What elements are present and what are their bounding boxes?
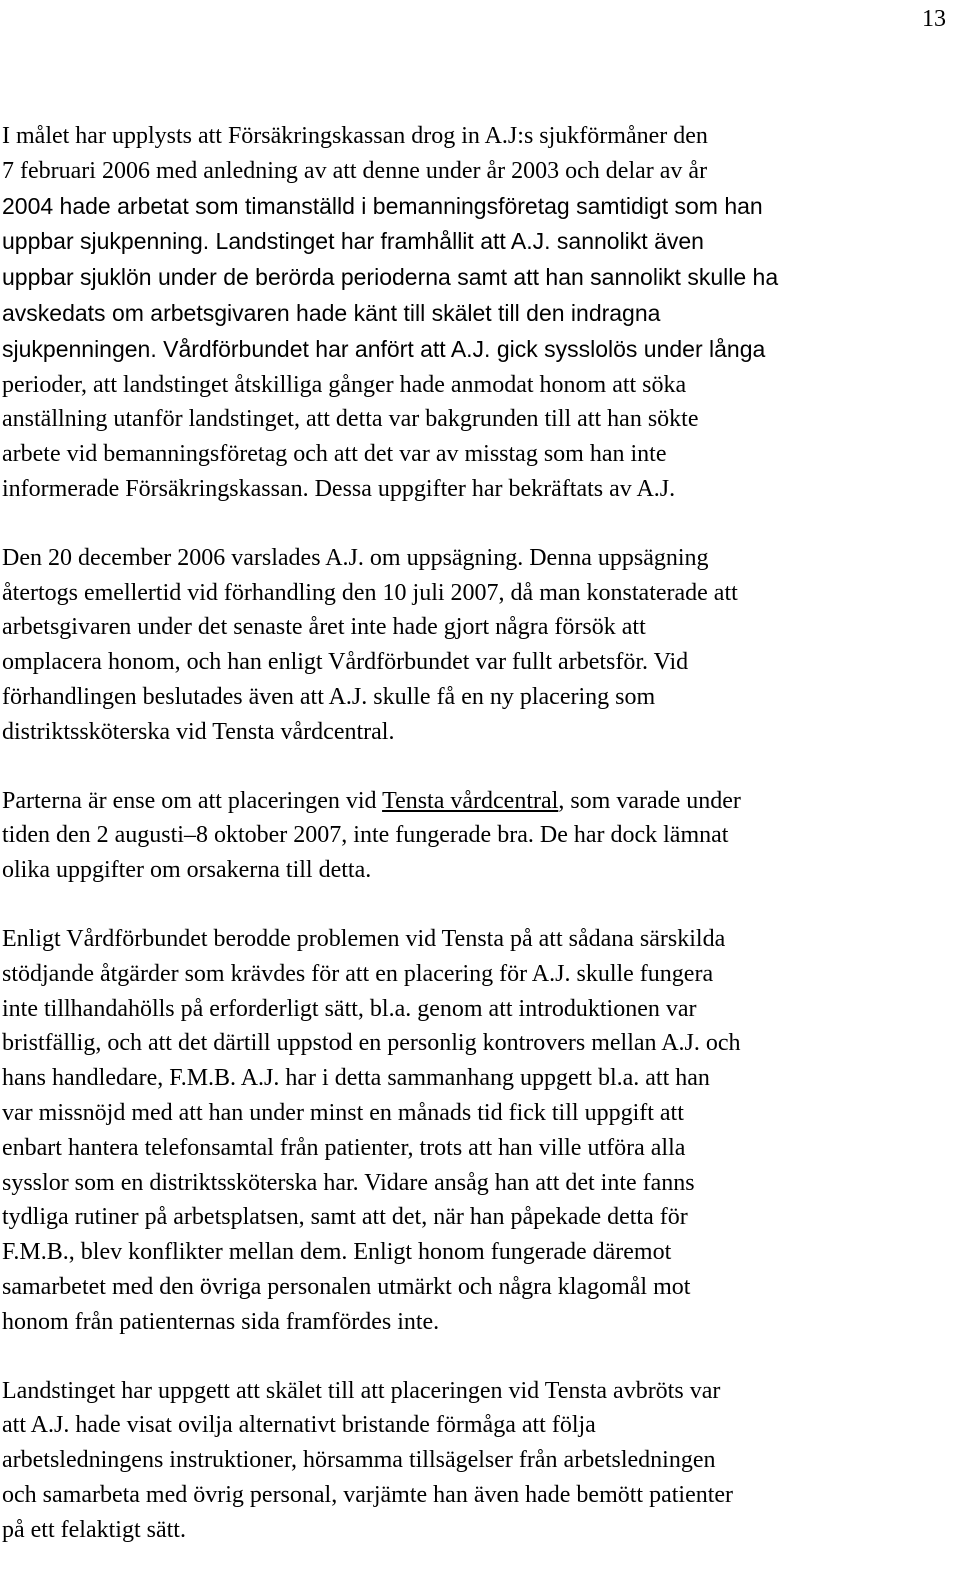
text-segment: omplacera honom, och han enligt Vårdförbundet var fullt arbetsför. Vid <box>2 649 689 676</box>
text-segment: honom från patienternas sida framfördes inte. <box>2 1308 440 1335</box>
text-line <box>2 1378 720 1404</box>
text-segment: uppbar sjuklön under de berörda perioderna samt att han sannolikt skulle ha <box>2 264 779 291</box>
text-line <box>2 406 698 432</box>
text-line <box>2 996 697 1022</box>
text-segment: perioder, att landstinget åtskilliga gånger hade anmodat honom att söka <box>2 371 687 398</box>
page-number: 13 <box>922 6 946 32</box>
text-line <box>2 158 707 184</box>
text-segment: distriktssköterska vid Tensta vårdcentral. <box>2 718 395 745</box>
text-line <box>2 337 765 363</box>
text-segment: avskedats om arbetsgivaren hade känt till skälet till den indragna <box>2 299 661 326</box>
text-line <box>2 301 660 327</box>
text-line <box>2 476 675 502</box>
paragraph <box>2 784 952 888</box>
text-line <box>2 1412 596 1438</box>
text-line <box>2 580 738 606</box>
text-line <box>2 1030 741 1056</box>
paragraph <box>2 541 952 750</box>
text-segment: arbete vid bemanningsföretag och att det var av misstag som han inte <box>2 441 667 468</box>
text-line <box>2 857 371 883</box>
text-line <box>2 684 655 710</box>
text-line <box>2 1447 716 1473</box>
paragraph <box>2 119 952 507</box>
text-line <box>2 614 646 640</box>
text-line <box>2 1482 733 1508</box>
underlined-text: Tensta vårdcentral <box>382 787 559 814</box>
text-line <box>2 1100 684 1126</box>
text-line <box>2 123 708 149</box>
text-segment: F.M.B., blev konflikter mellan dem. Enligt honom fungerade däremot <box>2 1239 672 1266</box>
text-line <box>2 1065 710 1091</box>
document-body <box>2 119 952 1547</box>
text-line <box>2 1170 695 1196</box>
text-line <box>2 372 686 398</box>
text-line <box>2 822 728 848</box>
paragraph <box>2 922 952 1340</box>
text-segment: arbetsgivaren under det senaste året inte hade gjort några försök att <box>2 614 646 641</box>
text-segment: sjukpenningen. Vårdförbundet har anfört att A.J. gick sysslolös under långa <box>2 335 766 362</box>
text-segment: anställning utanför landstinget, att detta var bakgrunden till att han sökte <box>2 406 699 433</box>
text-segment: informerade Försäkringskassan. Dessa uppgifter har bekräftats av A.J. <box>2 475 676 502</box>
text-segment: förhandlingen beslutades även att A.J. skulle få en ny placering som <box>2 683 656 710</box>
text-line <box>2 1204 688 1230</box>
text-segment: samarbetet med den övriga personalen utmärkt och några klagomål mot <box>2 1273 691 1300</box>
text-segment: enbart hantera telefonsamtal från patienter, trots att han ville utföra alla <box>2 1134 686 1161</box>
paragraph <box>2 1374 952 1548</box>
text-line <box>2 441 666 467</box>
text-segment: återtogs emellertid vid förhandling den 10 juli 2007, då man konstaterade att <box>2 579 738 606</box>
text-line <box>2 1274 690 1300</box>
text-segment: Enligt Vårdförbundet berodde problemen vid Tensta på att sådana särskilda <box>2 925 726 952</box>
text-segment: bristfällig, och att det därtill uppstod en personlig kontrovers mellan A.J. och <box>2 1030 741 1057</box>
text-segment: stödjande åtgärder som krävdes för att en placering för A.J. skulle fungera <box>2 960 714 987</box>
text-segment: och samarbeta med övrig personal, varjämte han även hade bemött patienter <box>2 1481 734 1508</box>
text-segment: Den 20 december 2006 varslades A.J. om uppsägning. Denna uppsägning <box>2 544 709 571</box>
text-segment: Parterna är ense om att placeringen vid <box>2 787 383 814</box>
text-segment: uppbar sjukpenning. Landstinget har framhållit att A.J. sannolikt även <box>2 228 704 255</box>
text-line <box>2 229 704 255</box>
text-segment: att A.J. hade visat ovilja alternativt bristande förmåga att följa <box>2 1412 596 1439</box>
text-line <box>2 788 741 814</box>
text-line <box>2 649 688 675</box>
text-line <box>2 926 725 952</box>
text-segment: tiden den 2 augusti–8 oktober 2007, inte fungerade bra. De har dock lämnat <box>2 822 729 849</box>
text-line <box>2 1309 439 1335</box>
text-segment: olika uppgifter om orsakerna till detta. <box>2 857 372 884</box>
text-line <box>2 1239 671 1265</box>
text-segment: på ett felaktigt sätt. <box>2 1516 186 1543</box>
text-segment: 7 februari 2006 med anledning av att denne under år 2003 och delar av år <box>2 157 708 184</box>
text-line <box>2 194 763 220</box>
text-segment: I målet har upplysts att Försäkringskassan drog in A.J:s sjukförmåner den <box>2 123 708 149</box>
text-segment: arbetsledningens instruktioner, hörsamma tillsägelser från arbetsledningen <box>2 1447 716 1474</box>
text-line <box>2 265 778 291</box>
text-segment: tydliga rutiner på arbetsplatsen, samt att det, när han påpekade detta för <box>2 1204 688 1231</box>
text-segment: var missnöjd med att han under minst en månads tid fick till uppgift att <box>2 1099 684 1126</box>
text-line <box>2 545 709 571</box>
text-segment: 2004 hade arbetat som timanställd i bemanningsföretag samtidigt som han <box>2 192 763 219</box>
text-segment: inte tillhandahölls på erforderligt sätt, bl.a. genom att introduktionen var <box>2 995 697 1022</box>
text-line <box>2 719 394 745</box>
text-segment: Landstinget har uppgett att skälet till att placeringen vid Tensta avbröts var <box>2 1377 721 1404</box>
text-segment: , som varade under <box>558 787 741 814</box>
text-line <box>2 1517 186 1543</box>
text-line <box>2 1135 685 1161</box>
text-line <box>2 961 713 987</box>
text-segment: sysslor som en distriktssköterska har. Vidare ansåg han att det inte fanns <box>2 1169 695 1196</box>
text-segment: hans handledare, F.M.B. A.J. har i detta sammanhang uppgett bl.a. att han <box>2 1065 710 1092</box>
